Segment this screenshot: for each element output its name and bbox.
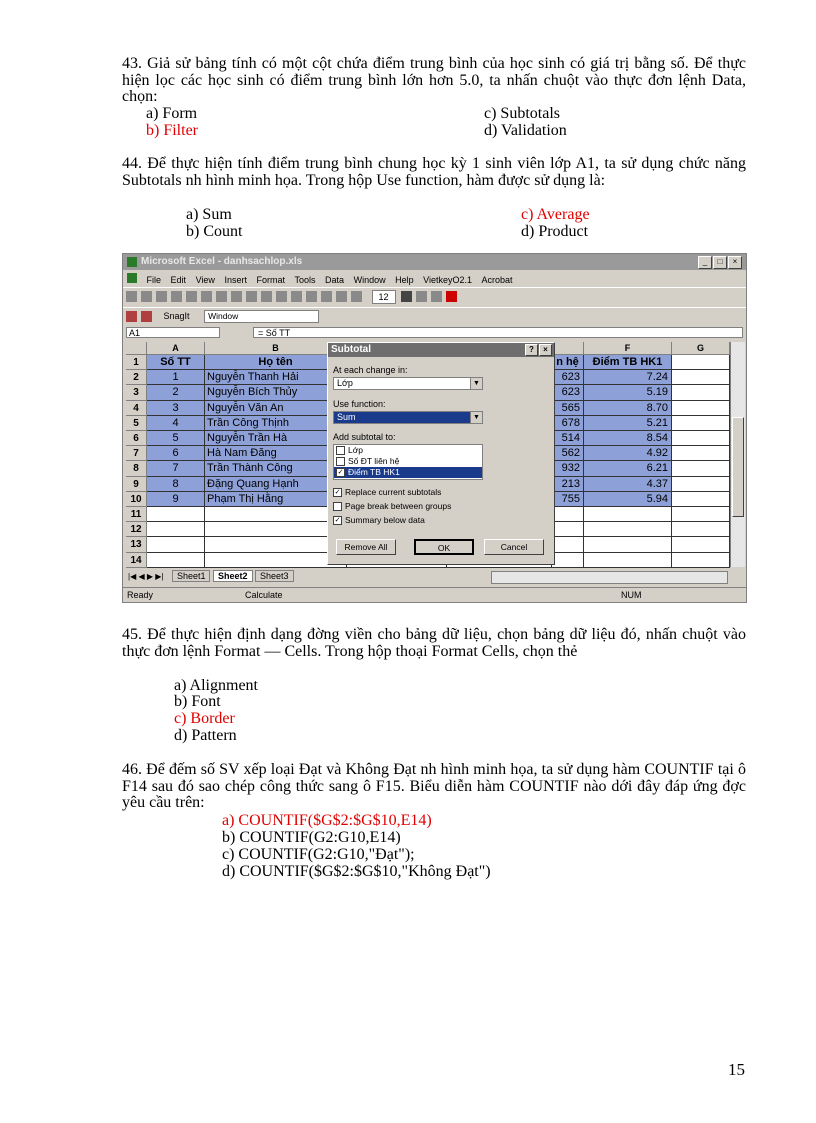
table-cell[interactable]: 755 [552,492,584,507]
table-cell[interactable]: 514 [552,431,584,446]
table-cell[interactable]: 932 [552,461,584,476]
table-cell[interactable] [584,522,672,537]
page-break-label: Page break between groups [345,501,452,511]
font-size-select[interactable]: 12 [372,290,396,304]
q43-option-c: c) Subtotals [484,105,560,122]
function-icon[interactable] [306,291,317,302]
table-cell[interactable]: 5.19 [584,385,672,400]
standard-toolbar [123,287,746,305]
borders-icon[interactable] [431,291,442,302]
table-cell[interactable]: 623 [552,385,584,400]
table-cell[interactable]: Nguyễn Văn An [205,401,347,416]
table-cell[interactable]: 7.24 [584,370,672,385]
table-cell[interactable]: 562 [552,446,584,461]
copy-icon[interactable] [231,291,242,302]
dropdown-arrow-icon[interactable]: ▼ [470,378,482,389]
table-cell[interactable]: Nguyễn Thanh Hải [205,370,347,385]
table-cell[interactable] [672,537,730,552]
table-cell[interactable] [584,507,672,522]
use-function-select[interactable] [333,411,483,424]
table-cell[interactable]: Nguyễn Trần Hà [205,431,347,446]
doc-icon [127,273,137,283]
pdf-icon[interactable] [126,311,137,322]
question-45-text: 45. Để thực hiện định dạng đờng viền cho bảng dữ liệu, chọn bảng dữ liệu đó, nhấn chuột vào thực đơn lệnh Format — Cells. Trong hộp thoại Format Cells, chọn thẻ [122,626,746,660]
menu-edit[interactable]: Edit [170,275,187,285]
preview-icon[interactable] [186,291,197,302]
q43-option-d: d) Validation [484,122,567,139]
header-cell[interactable]: Số TT [147,355,205,370]
replace-subtotals-option[interactable] [333,487,441,497]
field-label: Số ĐT liên hệ [348,456,400,466]
excel-screenshot [122,253,747,603]
dropdown-arrow-icon[interactable]: ▼ [470,412,482,423]
field-item[interactable] [334,445,482,456]
chart-icon[interactable] [336,291,347,302]
q46-option-d: d) COUNTIF($G$2:$G$10,"Không Đạt") [222,863,491,880]
row-header[interactable]: 7 [126,446,147,461]
field-label: Lớp [348,445,364,455]
paste-icon[interactable] [246,291,257,302]
excel-menu-bar [123,271,746,286]
snagit-toolbar [123,307,746,325]
pdf-email-icon[interactable] [141,311,152,322]
table-cell[interactable] [672,431,730,446]
q44-option-c: c) Average [521,206,590,223]
table-cell[interactable]: 9 [147,492,205,507]
table-cell[interactable] [205,553,347,568]
horizontal-scrollbar[interactable] [491,571,728,584]
font-color-icon[interactable] [446,291,457,302]
row-header[interactable]: 13 [126,537,147,552]
checkbox-icon[interactable] [336,446,345,455]
header-cell[interactable]: n hệ [552,355,584,370]
hyperlink-icon[interactable] [276,291,287,302]
menu-acrobat[interactable]: Acrobat [481,275,513,285]
select-all-corner[interactable] [126,342,147,355]
bold-icon[interactable] [401,291,412,302]
table-cell[interactable] [552,537,584,552]
menu-tools[interactable]: Tools [294,275,316,285]
cut-icon[interactable] [216,291,227,302]
add-subtotal-list[interactable] [333,444,483,480]
row-header[interactable]: 10 [126,492,147,507]
table-cell[interactable] [672,401,730,416]
q45-option-c: c) Border [174,710,235,727]
table-cell[interactable]: Hà Nam Đăng [205,446,347,461]
checkbox-checked-icon[interactable]: ✓ [337,469,344,477]
table-cell[interactable] [672,522,730,537]
table-cell[interactable]: 678 [552,416,584,431]
table-cell[interactable]: 8 [147,477,205,492]
row-header[interactable]: 1 [126,355,147,370]
summary-below-option[interactable] [333,515,425,525]
table-cell[interactable]: 8.54 [584,431,672,446]
menu-data[interactable]: Data [325,275,345,285]
name-box[interactable]: A1 [126,327,220,338]
q44-option-d: d) Product [521,223,589,240]
column-header-a[interactable]: A [147,342,205,355]
field-item[interactable] [334,456,482,467]
table-cell[interactable] [584,553,672,568]
row-header[interactable]: 14 [126,553,147,568]
q45-option-b: b) Font [174,693,221,710]
field-item[interactable] [334,467,482,478]
question-44-text: 44. Để thực hiện tính điểm trung bình chung học kỳ 1 sinh viên lớp A1, ta sử dụng chức năng Subtotals nh hình minh họa. Trong hộp Use function, hàm được sử dụng là: [122,155,746,189]
excel-app-icon [127,257,137,267]
remove-all-button[interactable]: Remove All [336,539,396,555]
dialog-title-bar [328,343,554,357]
table-cell[interactable]: 7 [147,461,205,476]
table-cell[interactable] [672,416,730,431]
snagit-button[interactable]: SnagIt [163,311,190,321]
sort-icon[interactable] [321,291,332,302]
status-ready: Ready [127,590,154,600]
header-cell[interactable] [672,355,730,370]
table-cell[interactable] [672,461,730,476]
page-number: 15 [728,1060,745,1079]
table-cell[interactable] [147,553,205,568]
excel-title-bar [123,254,746,270]
open-icon[interactable] [141,291,152,302]
table-cell[interactable]: 5.94 [584,492,672,507]
formula-bar [123,326,746,340]
table-cell[interactable]: Trần Thành Công [205,461,347,476]
cancel-button[interactable]: Cancel [484,539,544,555]
use-function-value: Sum [337,412,356,422]
q45-option-a: a) Alignment [174,677,258,694]
q43-option-b: b) Filter [146,122,198,139]
table-cell[interactable] [552,553,584,568]
help-icon[interactable] [351,291,362,302]
help-button[interactable]: ? [525,344,538,356]
table-cell[interactable]: Đặng Quang Hạnh [205,477,347,492]
dialog-title: Subtotal [331,344,371,355]
table-cell[interactable]: 213 [552,477,584,492]
checkbox-checked-icon[interactable]: ✓ [334,489,341,497]
table-cell[interactable]: 565 [552,401,584,416]
minimize-button[interactable]: _ [698,256,712,269]
table-cell[interactable] [672,385,730,400]
table-cell[interactable]: 4.92 [584,446,672,461]
tab-sheet2[interactable]: Sheet2 [213,570,253,582]
column-header-g[interactable]: G [672,342,730,355]
q46-option-c: c) COUNTIF(G2:G10,"Đạt"); [222,846,415,863]
tab-nav-arrows-icon[interactable]: |◀ ◀ ▶ ▶| [128,572,164,581]
new-icon[interactable] [126,291,137,302]
table-cell[interactable] [584,537,672,552]
checkbox-icon[interactable] [336,457,345,466]
spell-icon[interactable] [201,291,212,302]
table-cell[interactable]: 4.37 [584,477,672,492]
at-each-change-select[interactable] [333,377,483,390]
row-header[interactable]: 2 [126,370,147,385]
undo-icon[interactable] [261,291,272,302]
table-cell[interactable]: 2 [147,385,205,400]
table-cell[interactable]: Trần Công Thịnh [205,416,347,431]
replace-label: Replace current subtotals [345,487,442,497]
save-icon[interactable] [156,291,167,302]
page-break-option[interactable] [333,501,451,511]
column-header-e[interactable] [552,342,584,355]
close-button[interactable]: × [728,256,742,269]
row-header[interactable]: 5 [126,416,147,431]
table-cell[interactable] [672,446,730,461]
checkbox-icon[interactable] [333,502,342,511]
table-cell[interactable]: 623 [552,370,584,385]
q46-option-b: b) COUNTIF(G2:G10,E14) [222,829,401,846]
excel-window-title: Microsoft Excel - danhsachlop.xls [141,256,303,267]
status-calculate: Calculate [245,590,283,600]
menu-window[interactable]: Window [353,275,386,285]
row-header[interactable]: 3 [126,385,147,400]
row-header[interactable]: 6 [126,431,147,446]
q45-option-d: d) Pattern [174,727,237,744]
dialog-close-button[interactable]: × [539,344,552,356]
column-header-f[interactable]: F [584,342,672,355]
table-cell[interactable]: 4 [147,416,205,431]
table-cell[interactable] [672,507,730,522]
menu-file[interactable]: File [146,275,162,285]
table-cell[interactable] [672,492,730,507]
tab-sheet1[interactable]: Sheet1 [172,570,211,582]
table-cell[interactable] [205,537,347,552]
at-each-change-value: Lớp [337,378,353,388]
table-cell[interactable]: Nguyễn Bích Thủy [205,385,347,400]
q43-option-a: a) Form [146,105,198,122]
table-cell[interactable] [552,522,584,537]
formula-input[interactable]: = Số TT [253,327,743,338]
table-cell[interactable]: 3 [147,401,205,416]
table-cell[interactable] [147,522,205,537]
table-cell[interactable]: 5.21 [584,416,672,431]
q44-option-b: b) Count [186,223,243,240]
menu-vietkey[interactable]: VietkeyO2.1 [423,275,473,285]
q44-option-a: a) Sum [186,206,232,223]
table-cell[interactable]: 1 [147,370,205,385]
use-function-label: Use function: [333,399,386,409]
maximize-button[interactable]: □ [713,256,727,269]
at-each-change-label: At each change in: [333,365,408,375]
menu-view[interactable]: View [195,275,215,285]
summary-label: Summary below data [345,515,425,525]
table-cell[interactable] [205,522,347,537]
table-cell[interactable] [672,370,730,385]
row-header[interactable]: 11 [126,507,147,522]
table-cell[interactable] [205,507,347,522]
header-cell[interactable]: Điểm TB HK1 [584,355,672,370]
table-cell[interactable]: 6 [147,446,205,461]
menu-help[interactable]: Help [395,275,414,285]
table-cell[interactable] [552,507,584,522]
column-header-b[interactable]: B [205,342,347,355]
checkbox-checked-icon[interactable]: ✓ [334,517,341,525]
table-cell[interactable] [672,477,730,492]
table-cell[interactable] [147,507,205,522]
question-46-text: 46. Để đếm số SV xếp loại Đạt và Không Đạt nh hình minh họa, ta sử dụng hàm COUNTIF tại ô F14 sau đó sao chép công thức sang ô F15. Biểu diễn hàm COUNTIF nào dới đây đáp ứng đợc yêu cầu trên: [122,761,746,811]
menu-insert[interactable]: Insert [224,275,247,285]
table-cell[interactable]: 5 [147,431,205,446]
row-header[interactable]: 4 [126,401,147,416]
q46-option-a: a) COUNTIF($G$2:$G$10,E14) [222,812,432,829]
table-cell[interactable]: 6.21 [584,461,672,476]
vertical-scrollbar[interactable] [730,342,745,567]
row-header[interactable]: 12 [126,522,147,537]
status-num: NUM [621,590,642,600]
table-cell[interactable]: 8.70 [584,401,672,416]
scroll-thumb[interactable] [732,417,744,517]
tab-sheet3[interactable]: Sheet3 [255,570,294,582]
menu-format[interactable]: Format [256,275,285,285]
print-icon[interactable] [171,291,182,302]
autosum-icon[interactable] [291,291,302,302]
snagit-window-select[interactable]: Window [204,310,319,323]
ok-button[interactable]: OK [414,539,474,555]
sheet-tabs-bar [126,569,746,583]
row-header[interactable]: 8 [126,461,147,476]
table-cell[interactable] [147,537,205,552]
status-bar [123,587,746,603]
row-header[interactable]: 9 [126,477,147,492]
header-cell[interactable]: Họ tên [205,355,347,370]
subtotal-dialog [327,342,555,565]
question-43-text: 43. Giả sử bảng tính có một cột chứa điểm trung bình của học sinh có giá trị bằng số. Để thực hiện lọc các học sinh có điểm trung bình lớn hơn 5.0, ta nhấn chuột vào thực đơn lệnh Data, chọn: [122,55,746,105]
field-label: Điểm TB HK1 [348,467,400,477]
add-subtotal-label: Add subtotal to: [333,432,396,442]
table-cell[interactable] [672,553,730,568]
align-icon[interactable] [416,291,427,302]
table-cell[interactable]: Phạm Thị Hằng [205,492,347,507]
